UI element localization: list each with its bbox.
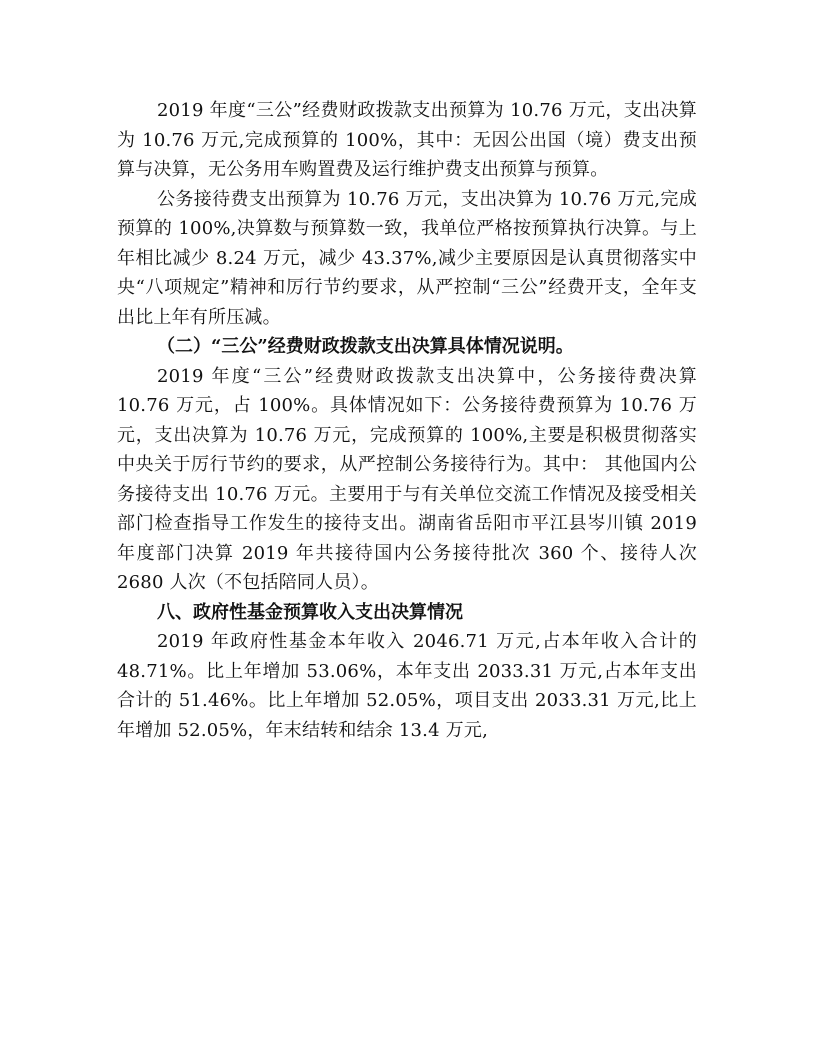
paragraph-reception-budget: 公务接待费支出预算为 10.76 万元，支出决算为 10.76 万元,完成预算的 100%,决算数与预算数一致，我单位严格按预算执行决算。与上年相比减少 8.24 万元，减少 43.37%,减少主要原因是认真贯彻落实中央“八项规定”精神和厉行节约要求，从严控制“三公”经费开支，全年支出比上年有所压减。 <box>117 188 697 328</box>
paragraph-sangong-budget: 2019 年度“三公”经费财政拨款支出预算为 10.76 万元，支出决算为 10.76 万元,完成预算的 100%，其中：无因公出国（境）费支出预算与决算，无公务用车购置费及运行维护费支出预算与预算。 <box>117 100 697 180</box>
section-heading-sangong-details: （二）“三公”经费财政拨款支出决算具体情况说明。 <box>157 336 574 357</box>
section-heading-government-fund: 八、政府性基金预算收入支出决算情况 <box>157 601 463 623</box>
paragraph-sangong-details: 2019 年度“三公”经费财政拨款支出决算中，公务接待费决算 10.76 万元，占 100%。具体情况如下：公务接待费预算为 10.76 万元，支出决算为 10.76 万元，完成预算的 100%,主要是积极贯彻落实中央关于厉行节约的要求，从严控制公务接待行为。其中： 其他国内公务接待支出 10.76 万元。主要用于与有关单位交流工作情况及接受相关部门检查指导工作发生的接待支出。湖南省岳阳市平江县岑川镇 2019 年度部门决算 2019 年共接待国内公务接待批次 360 个、接待人次 2680 人次（不包括陪同人员）。 <box>117 365 697 593</box>
paragraph-government-fund: 2019 年政府性基金本年收入 2046.71 万元,占本年收入合计的 48.71%。比上年增加 53.06%，本年支出 2033.31 万元,占本年支出合计的 51.46%。比上年增加 52.05%，项目支出 2033.31 万元,比上年增加 52.05%，年末结转和结余 13.4 万元, <box>117 631 697 741</box>
document-body <box>117 96 697 745</box>
